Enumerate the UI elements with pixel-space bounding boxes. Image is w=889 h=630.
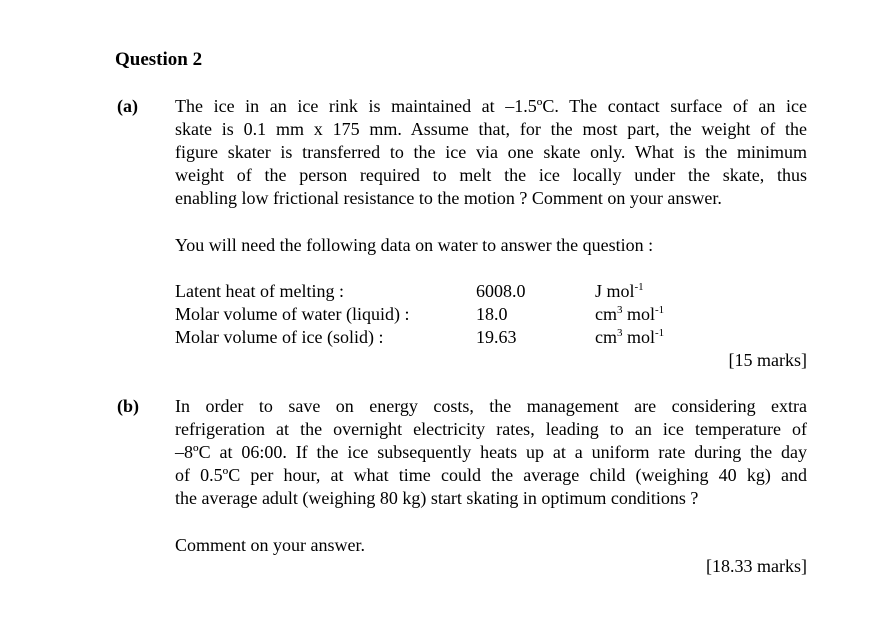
data-label: Molar volume of ice (solid) :	[175, 327, 384, 347]
paragraph-line: figure skater is transferred to the ice via one skate only. What is the minimum	[175, 142, 807, 162]
data-label: Latent heat of melting :	[175, 281, 344, 301]
paragraph-line: weight of the person required to melt the ice locally under the skate, thus	[175, 165, 807, 185]
part-a-label: (a)	[117, 96, 138, 116]
part-a-marks: [15 marks]	[728, 350, 807, 370]
paragraph-line: In order to save on energy costs, the management are considering extra	[175, 396, 807, 416]
data-label: Molar volume of water (liquid) :	[175, 304, 410, 324]
data-intro: You will need the following data on water to answer the question :	[175, 235, 654, 255]
paragraph-line: refrigeration at the overnight electricity rates, leading to an ice temperature of	[175, 419, 807, 439]
data-unit: $cm^3$ mol$^{-1}$	[595, 327, 665, 347]
question-title: Question 2	[115, 49, 203, 70]
data-value: 18.0	[476, 304, 508, 324]
paragraph-line: –8ºC at 06:00. If the ice subsequently heats up at a uniform rate during the day	[175, 442, 807, 462]
paragraph-line: The ice in an ice rink is maintained at –1.5ºC. The contact surface of an ice	[175, 96, 807, 116]
data-unit: $cm^3$ mol$^{-1}$	[595, 304, 665, 324]
part-b-marks: [18.33 marks]	[706, 556, 807, 576]
data-unit: J mol$^{-1}$	[595, 281, 644, 301]
paragraph-line: skate is 0.1 mm x 175 mm. Assume that, for the most part, the weight of the	[175, 119, 807, 139]
data-value: 6008.0	[476, 281, 526, 301]
paragraph-line: of 0.5ºC per hour, at what time could the average child (weighing 40 kg) and	[175, 465, 807, 485]
part-a-paragraph	[175, 95, 807, 210]
part-b-label: (b)	[117, 396, 139, 416]
data-value: 19.63	[476, 327, 517, 347]
paragraph-line: the average adult (weighing 80 kg) start skating in optimum conditions ?	[175, 488, 699, 508]
comment-instruction: Comment on your answer.	[175, 535, 365, 555]
paragraph-line: enabling low frictional resistance to the motion ? Comment on your answer.	[175, 188, 722, 208]
part-b-paragraph	[175, 395, 807, 510]
